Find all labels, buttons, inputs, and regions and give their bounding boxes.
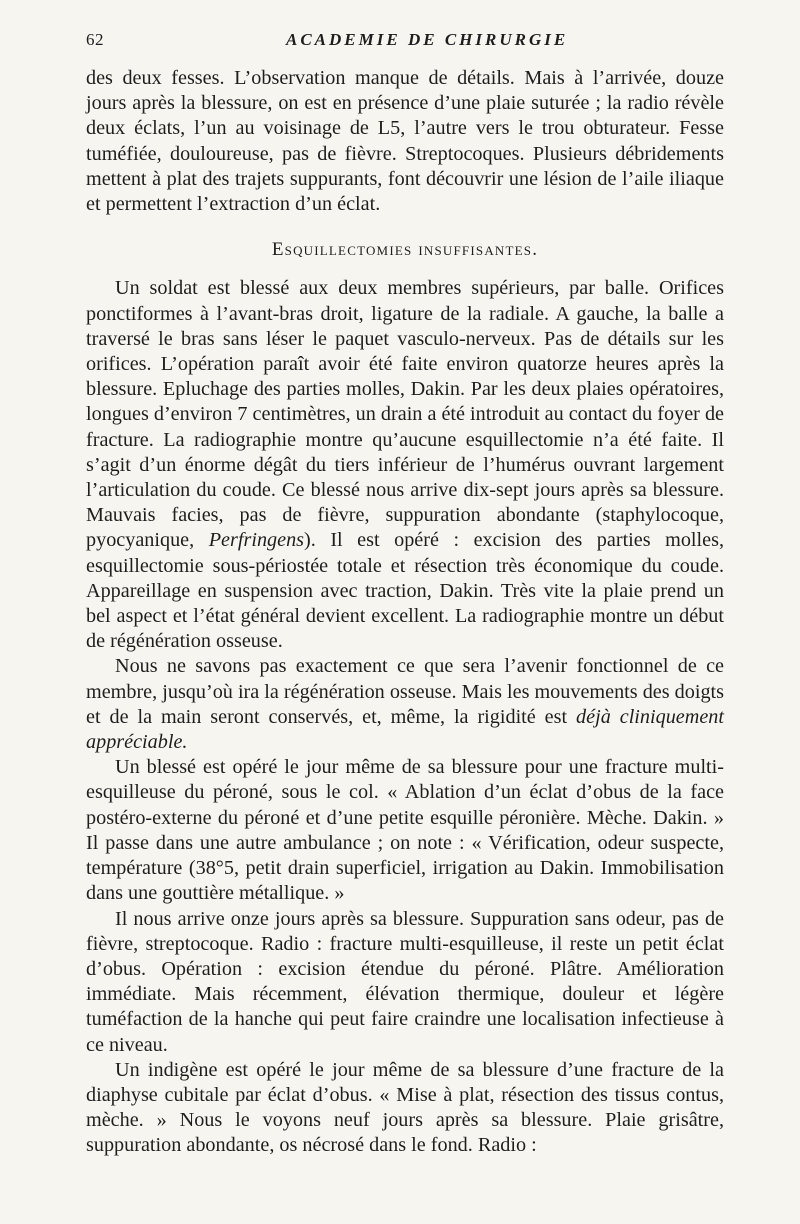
paragraph-continued: des deux fesses. L’observation manque de détails. Mais à l’arrivée, douze jours après la blessure, on est en présence d’une plaie suturée ; la radio révèle deux éclats, l’un au voisinage de L5, l’autre vers le trou obturateur. Fesse tuméfiée, douloureuse, pas de fièvre. Streptocoques. Plusieurs débridements mettent à plat des trajets suppurants, font découvrir une lésion de l’aile iliaque et permettent l’extraction d’un éclat. — [86, 67, 724, 216]
paragraph-italic: Perfringens — [208, 529, 305, 552]
paragraph-text: Nous ne savons pas exactement ce que sera l’avenir fonctionnel de ce membre, jusqu’où ira la régénération osseuse. Mais les mouvements des doigts et de la main seront conservés, et, même, la rigidité est — [86, 655, 725, 728]
page-number: 62 — [86, 30, 104, 49]
paragraph: Un blessé est opéré le jour même de sa blessure pour une fracture multi-esquilleuse du péroné, sous le col. « Ablation d’un éclat d’obus de la face postéro-externe du péroné et d’une petite esquille péronière. Mèche. Dakin. » Il passe dans une autre ambulance ; on note : « Vérification, odeur suspecte, température (38°5, petit drain superficiel, irrigation au Dakin. Immobilisation dans une gouttière métallique. » — [86, 756, 724, 905]
paragraph: Il nous arrive onze jours après sa blessure. Suppuration sans odeur, pas de fièvre, streptocoque. Radio : fracture multi-esquilleuse, il reste un petit éclat d’obus. Opération : excision étendue du péroné. Plâtre. Amélioration immédiate. Mais récemment, élévation thermique, douleur et légère tuméfaction de la hanche qui peut faire craindre une localisation infectieuse à ce niveau. — [86, 907, 724, 1056]
paragraph-text: Un soldat est blessé aux deux membres supérieurs, par balle. Orifices ponctiformes à l’avant-bras droit, ligature de la radiale. A gauche, la balle a traversé le bras sans léser le paquet vasculo-nerveux. Pas de détails sur les orifices. L’opération paraît avoir été faite environ quatorze heures après la blessure. Epluchage des parties molles, Dakin. Par les deux plaies opératoires, longues d’environ 7 centimètres, un drain a été introduit au contact du foyer de fracture. La radiographie montre qu’aucune esquillectomie n’a été faite. Il s’agit d’un énorme dégât du tiers inférieur de l’humérus ouvrant largement l’articulation du coude. Ce blessé nous arrive dix-sept jours après sa blessure. Mauvais facies, pas de fièvre, suppuration abondante (staphylocoque, pyocyanique, — [86, 277, 724, 552]
running-title: ACADEMIE DE CHIRURGIE — [286, 30, 569, 49]
paragraph — [86, 276, 724, 654]
paragraph-text: ). Il est opéré : excision des parties molles, esquillectomie sous-périostée totale et résection très économique du coude. Appareillage en suspension avec traction, Dakin. Très vite la plaie prend un bel aspect et l’état général devient excellent. La radiographie montre un début de régénération osseuse. — [86, 529, 724, 653]
section-heading: Esquillectomies insuffisantes. — [271, 239, 539, 261]
paragraph: Un indigène est opéré le jour même de sa blessure d’une fracture de la diaphyse cubitale par éclat d’obus. « Mise à plat, résection des tissus contus, mèche. » Nous le voyons neuf jours après sa blessure. Plaie grisâtre, suppuration abondante, os nécrosé dans le fond. Radio : — [86, 1058, 724, 1157]
paragraph — [86, 654, 724, 755]
body-text — [86, 66, 724, 1159]
running-head — [86, 30, 724, 60]
paragraph-italic: déjà cliniquement appréciable. — [86, 705, 725, 754]
